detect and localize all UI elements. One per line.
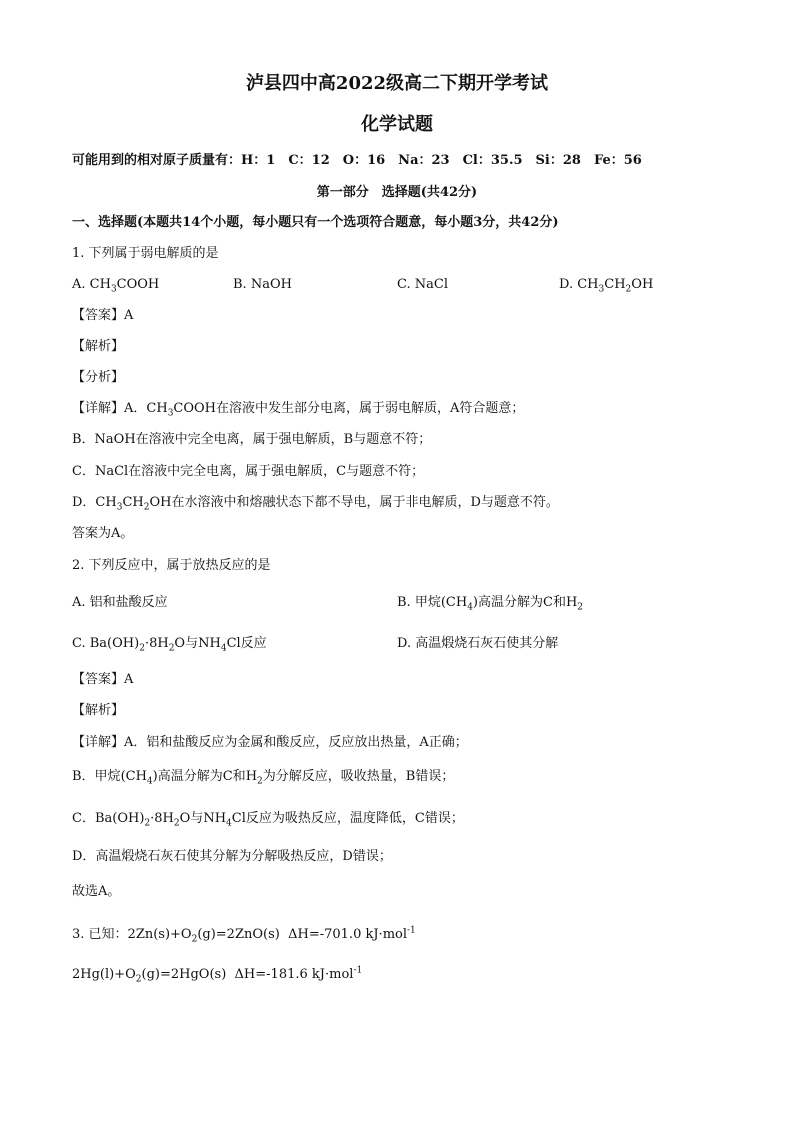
question-2-detail-a: 【详解】A．铝和盐酸反应为金属和酸反应，反应放出热量，A正确；	[72, 735, 468, 750]
q2-detail-c-h-sub: 2	[173, 818, 180, 829]
option-d-subscript-2: 2	[625, 284, 632, 295]
option-a-text-2: COOH	[116, 277, 160, 292]
question-1-answer: 【答案】A	[72, 308, 134, 323]
question-2-stem: 2. 下列反应中，属于放热反应的是	[72, 558, 271, 573]
q2-detail-c-ba-sub: 2	[144, 818, 151, 829]
part-one-heading: 第一部分 选择题(共42分)	[316, 185, 478, 200]
question-2-option-c	[72, 635, 267, 653]
question-3-equation-2	[72, 966, 362, 984]
detail-a-subscript: 3	[167, 408, 174, 419]
question-2-analysis-label: 【解析】	[72, 703, 125, 718]
q3-equation-1-left: 2Zn(s)+O	[127, 927, 192, 942]
option-a-text-1: A. CH	[72, 277, 111, 292]
q2-detail-b-h: H	[245, 769, 258, 784]
q2-option-c-nh-sub: 4	[220, 643, 227, 654]
q2-option-b-h-sub: 2	[577, 602, 584, 613]
q2-detail-b-text-2: 高温分解为C和	[157, 769, 246, 784]
q2-option-b-text-1: B. 甲烷	[397, 595, 441, 610]
detail-a-text-1: 【详解】A．CH	[72, 401, 168, 416]
question-2-answer: 【答案】A	[72, 672, 134, 687]
option-d-text-2: CH	[604, 277, 626, 292]
question-1-detail-c: C．NaCl在溶液中完全电离，属于强电解质，C与题意不符；	[72, 464, 425, 479]
q2-option-b-formula: (CH	[440, 595, 468, 610]
question-2-option-a: A. 铝和盐酸反应	[72, 595, 168, 610]
question-1-fenxi-label: 【分析】	[72, 370, 125, 385]
exam-title: 泸县四中高2022级高二下期开学考试	[245, 73, 549, 94]
q3-equation-1-enthalpy: ΔH=-701.0 kJ·mol	[288, 927, 408, 942]
option-a-subscript: 3	[110, 284, 117, 295]
option-d-text-3: OH	[631, 277, 654, 292]
q2-option-c-h-sub: 2	[168, 643, 175, 654]
question-1-detail-d	[72, 494, 559, 512]
q2-detail-b-formula: (CH	[120, 769, 147, 784]
q2-detail-b-formula-end: )	[152, 769, 158, 784]
q3-equation-1-sup: -1	[407, 925, 416, 936]
q2-option-c-ba: Ba(OH)	[89, 636, 140, 651]
option-d-subscript-1: 3	[598, 284, 605, 295]
q2-option-b-formula-end: )	[472, 595, 478, 610]
question-1-option-b: B. NaOH	[233, 277, 292, 292]
question-1-option-a	[72, 276, 159, 294]
detail-d-subscript-2: 2	[143, 502, 150, 513]
question-1-option-c: C. NaCl	[397, 277, 448, 292]
detail-d-subscript-1: 3	[116, 502, 123, 513]
section-one-heading: 一、选择题(本题共14个小题，每小题只有一个选项符合题意，每小题3分，共42分)	[72, 215, 559, 230]
q2-option-c-nh: NH	[198, 636, 221, 651]
q2-option-c-text-3: 反应	[240, 636, 267, 651]
q2-detail-c-text-2: 与	[190, 811, 204, 826]
question-1-conclusion: 答案为A。	[72, 526, 134, 541]
q2-option-c-dot: ·8H	[144, 636, 169, 651]
question-2-detail-d: D．高温煅烧石灰石使其分解为分解吸热反应，D错误；	[72, 849, 392, 864]
detail-d-text-1: D．CH	[72, 495, 117, 510]
q2-detail-c-dot: ·8H	[150, 811, 174, 826]
q3-equation-1-right: (g)=2ZnO(s)	[197, 927, 280, 942]
q2-option-c-ba-sub: 2	[139, 643, 145, 654]
detail-a-text-2: COOH在溶液中发生部分电离，属于弱电解质，A符合题意；	[173, 401, 525, 416]
q2-detail-c-nh-sub: 4	[226, 818, 232, 829]
question-1-detail-a	[72, 400, 524, 418]
detail-d-text-2: CH	[122, 495, 144, 510]
q2-option-c-text-1: C.	[72, 636, 90, 651]
q3-equation-2-right: (g)=2HgO(s)	[141, 967, 227, 982]
q2-detail-c-nh: NH	[203, 811, 227, 826]
q2-detail-b-text-3: 为分解反应，吸收热量，B错误；	[262, 769, 455, 784]
atomic-masses-line: 可能用到的相对原子质量有：H：1 C：12 O：16 Na：23 Cl：35.5 Si：28 Fe：56	[72, 153, 642, 168]
q2-option-c-o: O	[174, 636, 186, 651]
question-2-conclusion: 故选A。	[72, 884, 121, 899]
q2-option-b-text-2: 高温分解为C和	[478, 595, 566, 610]
q2-detail-b-h-sub: 2	[257, 776, 263, 787]
exam-subtitle: 化学试题	[361, 114, 433, 135]
q2-option-c-cl: Cl	[226, 636, 241, 651]
q2-detail-c-o: O	[179, 811, 191, 826]
question-1-detail-b: B．NaOH在溶液中完全电离，属于强电解质，B与题意不符；	[72, 432, 432, 447]
detail-d-text-3: OH在水溶液中和熔融状态下都不导电，属于非电解质，D与题意不符。	[149, 495, 559, 510]
q3-equation-2-left: 2Hg(l)+O	[72, 967, 136, 982]
q3-equation-2-sub: 2	[135, 974, 142, 985]
question-2-option-b	[397, 594, 583, 612]
q2-detail-c-ba: Ba(OH)	[94, 811, 145, 826]
q3-equation-1-sub: 2	[191, 934, 198, 945]
question-1-option-d	[559, 276, 653, 294]
q2-detail-c-text-3: 反应为吸热反应，温度降低，C错误；	[245, 811, 464, 826]
q2-detail-b-formula-sub: 4	[146, 776, 153, 787]
q3-equation-2-enthalpy: ΔH=-181.6 kJ·mol	[234, 967, 354, 982]
question-1-analysis-label: 【解析】	[72, 339, 125, 354]
question-3-stem	[72, 926, 416, 944]
q2-detail-b-text-1: B．甲烷	[72, 769, 121, 784]
q3-stem-prefix: 3. 已知：	[72, 927, 128, 942]
option-d-text-1: D. CH	[559, 277, 599, 292]
q2-detail-c-text-1: C．	[72, 811, 95, 826]
q2-option-c-text-2: 与	[185, 636, 199, 651]
question-1-stem: 1. 下列属于弱电解质的是	[72, 246, 219, 261]
q2-option-b-formula-sub: 4	[467, 602, 473, 613]
question-2-detail-c	[72, 810, 464, 828]
q3-equation-2-sup: -1	[353, 965, 363, 976]
question-2-option-d: D. 高温煅烧石灰石使其分解	[397, 636, 559, 651]
q2-option-b-h: H	[565, 595, 578, 610]
question-2-detail-b	[72, 768, 454, 786]
q2-detail-c-cl: Cl	[231, 811, 246, 826]
